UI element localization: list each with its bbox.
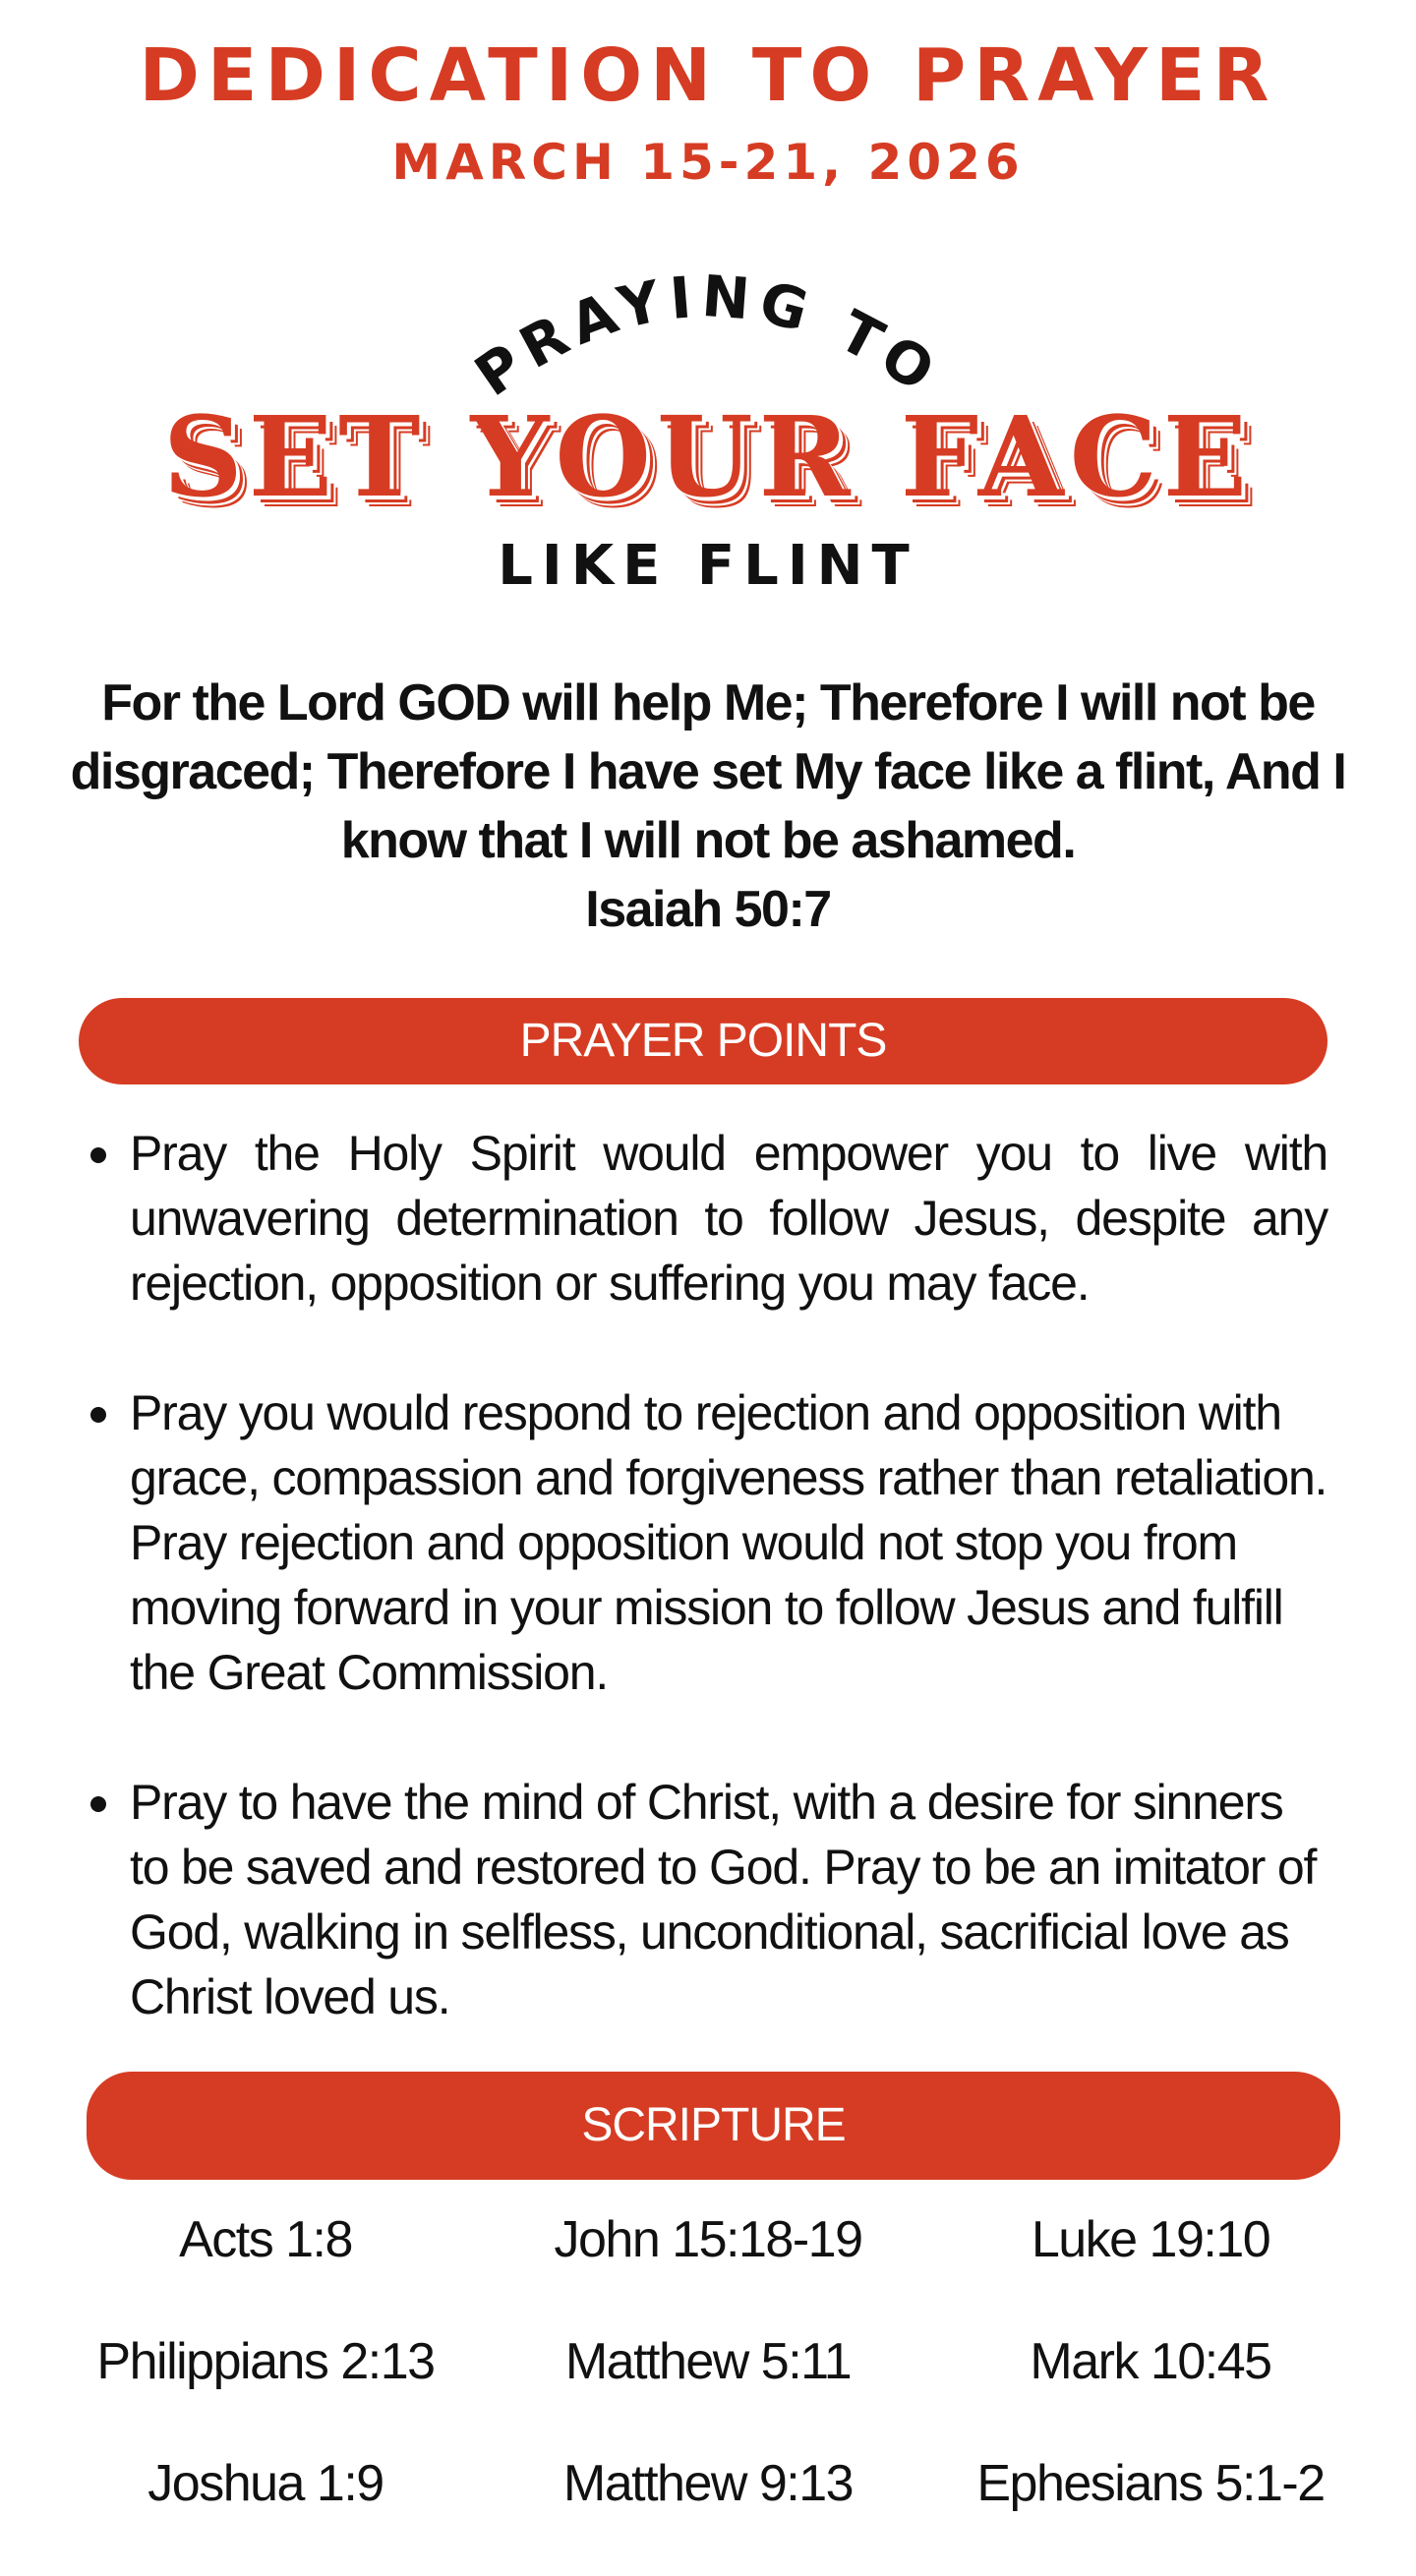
key-verse-text: For the Lord GOD will help Me; Therefore I will not be disgraced; Therefore I have set My face like a flint, And I know that I will not be ashamed.	[70, 674, 1346, 869]
key-verse	[59, 669, 1357, 944]
list-item	[79, 1121, 1328, 1316]
prayer-point-text: Pray the Holy Spirit would empower you to live with unwavering determination to follow Jesus, despite any rejection, opposition or suffering you may face.	[130, 1126, 1328, 1311]
scripture-reference: Acts 1:8	[179, 2211, 352, 2268]
arc-heading-textpath: PRAYING TO	[462, 262, 953, 410]
scripture-heading: SCRIPTURE	[87, 2072, 1340, 2180]
theme-subline: LIKE FLINT	[498, 534, 918, 598]
prayer-points-heading: PRAYER POINTS	[79, 998, 1328, 1084]
prayer-point-text: Pray to have the mind of Christ, with a desire for sinners to be saved and restored to God. Pray to be an imitator of God, walking in selfless, unconditional, sacrificial love as Christ loved us.	[130, 1775, 1317, 2024]
scripture-reference: Joshua 1:9	[148, 2455, 384, 2512]
scripture-references	[59, 2210, 1357, 2576]
date-range: MARCH 15-21, 2026	[391, 134, 1025, 191]
theme-headline: SET YOUR FACE	[162, 393, 1254, 522]
scripture-reference: Matthew 5:11	[564, 2333, 852, 2390]
arc-heading-text	[463, 263, 953, 409]
scripture-reference: Luke 19:10	[1031, 2211, 1270, 2268]
scripture-reference: Matthew 9:13	[562, 2455, 854, 2512]
prayer-points-list	[79, 1121, 1328, 2094]
scripture-reference: Ephesians 5:1-2	[976, 2455, 1325, 2512]
arc-heading	[462, 258, 954, 410]
prayer-point-text: Pray you would respond to rejection and opposition with grace, compassion and forgiveness rather than retaliation. Pray rejection and opposition would not stop you from moving forward in your mission to follow Jesus and fulfill the Great Commission.	[130, 1385, 1328, 1700]
scripture-reference: Philippians 2:13	[96, 2333, 435, 2390]
scripture-reference: John 15:18-19	[554, 2211, 862, 2268]
bullet-icon	[90, 1407, 106, 1423]
bullet-icon	[90, 1796, 106, 1812]
page-title: DEDICATION TO PRAYER	[139, 33, 1277, 118]
list-item	[79, 1380, 1328, 1705]
bullet-icon	[90, 1147, 106, 1163]
scripture-reference: Mark 10:45	[1030, 2333, 1271, 2390]
key-verse-reference: Isaiah 50:7	[585, 881, 831, 938]
list-item	[79, 1770, 1328, 2029]
